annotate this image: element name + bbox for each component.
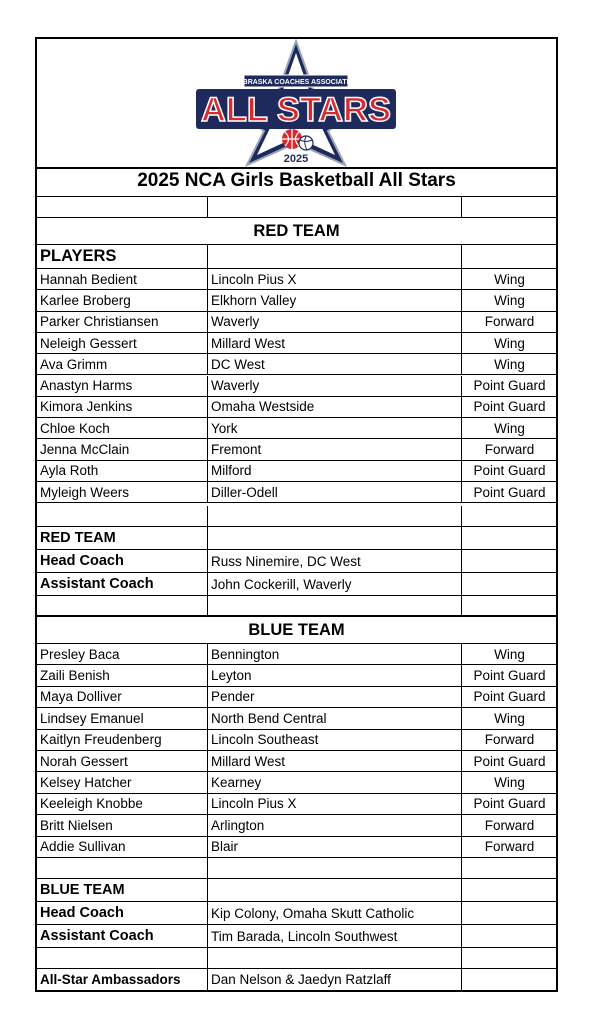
players-label-row <box>37 245 556 269</box>
player-row <box>37 482 556 503</box>
player-name: Neleigh Gessert <box>40 335 137 351</box>
player-row <box>37 815 556 836</box>
player-school: Elkhorn Valley <box>207 290 461 310</box>
player-name: Anastyn Harms <box>40 378 133 394</box>
player-position: Wing <box>461 418 557 438</box>
player-row <box>37 397 556 418</box>
player-school: Pender <box>207 687 461 707</box>
player-row <box>37 290 556 311</box>
empty-cell <box>461 969 557 990</box>
player-row <box>37 461 556 482</box>
empty-cell <box>207 527 461 549</box>
player-position: Point Guard <box>461 376 557 396</box>
player-position: Point Guard <box>461 794 557 814</box>
player-name: Norah Gessert <box>40 753 128 769</box>
player-row <box>37 354 556 375</box>
empty-cell <box>461 550 557 572</box>
player-school: Milford <box>207 461 461 481</box>
player-name: Keeleigh Knobbe <box>40 796 143 812</box>
player-position: Point Guard <box>461 482 557 502</box>
player-school: Leyton <box>207 665 461 685</box>
blue-team-heading: BLUE TEAM <box>248 620 345 639</box>
ambassadors-value: Dan Nelson & Jaedyn Ratzlaff <box>207 969 461 990</box>
basketball-icon <box>282 129 302 149</box>
volleyball-icon <box>299 136 313 150</box>
players-label: PLAYERS <box>40 247 117 265</box>
player-name: Maya Dolliver <box>40 689 122 705</box>
title-row <box>37 166 556 197</box>
player-row <box>37 730 556 751</box>
player-row <box>37 751 556 772</box>
empty-cell <box>207 596 461 615</box>
empty-cell <box>461 948 557 968</box>
player-name: Kaitlyn Freudenberg <box>40 732 162 748</box>
ambassadors-row <box>37 969 556 990</box>
player-school: Lincoln Pius X <box>207 794 461 814</box>
player-name: Jenna McClain <box>40 442 130 458</box>
spacer-row <box>37 506 556 527</box>
player-name: Lindsey Emanuel <box>40 710 144 726</box>
player-name: Kimora Jenkins <box>40 399 133 415</box>
player-name: Ava Grimm <box>40 356 108 372</box>
player-row <box>37 269 556 290</box>
empty-cell <box>461 858 557 878</box>
player-school: Diller-Odell <box>207 482 461 502</box>
empty-cell <box>461 506 557 526</box>
player-position: Point Guard <box>461 461 557 481</box>
player-school: Lincoln Southeast <box>207 730 461 750</box>
player-position: Wing <box>461 333 557 353</box>
empty-cell <box>207 245 461 268</box>
empty-cell <box>37 948 207 968</box>
empty-cell <box>37 506 207 526</box>
player-school: Blair <box>207 837 461 857</box>
player-row <box>37 794 556 815</box>
player-position: Wing <box>461 772 557 792</box>
player-position: Forward <box>461 815 557 835</box>
empty-cell <box>207 879 461 901</box>
empty-cell <box>207 858 461 878</box>
player-position: Wing <box>461 290 557 310</box>
spacer-row <box>37 858 556 879</box>
logo-area <box>37 39 556 169</box>
empty-cell <box>207 506 461 526</box>
player-position: Forward <box>461 730 557 750</box>
ambassadors-label: All-Star Ambassadors <box>40 972 181 987</box>
head-coach-label: Head Coach <box>40 553 124 569</box>
logo-year-text: 2025 <box>283 153 309 165</box>
player-name: Presley Baca <box>40 646 120 662</box>
section-row <box>37 218 556 245</box>
empty-cell <box>461 902 557 924</box>
player-school: North Bend Central <box>207 708 461 728</box>
player-row <box>37 333 556 354</box>
player-name: Addie Sullivan <box>40 839 126 855</box>
red-team-heading: RED TEAM <box>253 221 340 240</box>
logo-main-text: ALL STARS <box>201 91 391 129</box>
coach-row <box>37 550 556 573</box>
player-school: Waverly <box>207 312 461 332</box>
empty-cell <box>461 527 557 549</box>
assistant-coach-value: Tim Barada, Lincoln Southwest <box>207 925 461 947</box>
player-school: Fremont <box>207 439 461 459</box>
player-name: Ayla Roth <box>40 463 99 479</box>
coach-row <box>37 573 556 596</box>
player-row <box>37 312 556 333</box>
player-row <box>37 837 556 858</box>
player-position: Wing <box>461 354 557 374</box>
empty-cell <box>37 596 207 615</box>
player-row <box>37 644 556 665</box>
player-position: Point Guard <box>461 751 557 771</box>
player-name: Chloe Koch <box>40 420 110 436</box>
head-coach-label: Head Coach <box>40 905 124 921</box>
player-row <box>37 439 556 460</box>
player-school: Bennington <box>207 644 461 664</box>
player-position: Forward <box>461 312 557 332</box>
player-school: Omaha Westside <box>207 397 461 417</box>
head-coach-value: Russ Ninemire, DC West <box>207 550 461 572</box>
player-name: Zaili Benish <box>40 668 110 684</box>
player-name: Karlee Broberg <box>40 292 131 308</box>
empty-cell <box>461 573 557 595</box>
player-school: York <box>207 418 461 438</box>
player-name: Hannah Bedient <box>40 271 137 287</box>
player-row <box>37 687 556 708</box>
player-position: Wing <box>461 708 557 728</box>
coach-row <box>37 902 556 925</box>
player-position: Forward <box>461 439 557 459</box>
spacer-row <box>37 596 556 617</box>
staff-heading-row <box>37 879 556 902</box>
player-row <box>37 772 556 793</box>
player-row <box>37 376 556 397</box>
player-school: Kearney <box>207 772 461 792</box>
staff-heading-row <box>37 527 556 550</box>
player-school: Millard West <box>207 751 461 771</box>
head-coach-value: Kip Colony, Omaha Skutt Catholic <box>207 902 461 924</box>
red-staff-heading: RED TEAM <box>40 530 116 546</box>
empty-cell <box>461 879 557 901</box>
player-school: DC West <box>207 354 461 374</box>
player-row <box>37 418 556 439</box>
assistant-coach-label: Assistant Coach <box>40 576 154 592</box>
player-row <box>37 665 556 686</box>
empty-cell <box>461 197 557 217</box>
player-school: Waverly <box>207 376 461 396</box>
player-position: Point Guard <box>461 397 557 417</box>
blue-staff-heading: BLUE TEAM <box>40 882 125 898</box>
logo-banner-text: NEBRASKA COACHES ASSOCIATION <box>232 79 360 86</box>
empty-cell <box>461 245 557 268</box>
spacer-row <box>37 948 556 969</box>
player-school: Lincoln Pius X <box>207 269 461 289</box>
spacer-row <box>37 197 556 218</box>
coach-row <box>37 925 556 948</box>
player-position: Forward <box>461 837 557 857</box>
player-name: Kelsey Hatcher <box>40 775 132 791</box>
player-name: Britt Nielsen <box>40 817 113 833</box>
empty-cell <box>207 197 461 217</box>
player-name: Parker Christiansen <box>40 314 159 330</box>
empty-cell <box>461 596 557 615</box>
empty-cell <box>461 925 557 947</box>
player-row <box>37 708 556 729</box>
assistant-coach-label: Assistant Coach <box>40 928 154 944</box>
player-position: Point Guard <box>461 687 557 707</box>
player-school: Millard West <box>207 333 461 353</box>
roster-sheet <box>35 37 558 992</box>
empty-cell <box>37 858 207 878</box>
empty-cell <box>207 948 461 968</box>
player-name: Myleigh Weers <box>40 484 130 500</box>
player-school: Arlington <box>207 815 461 835</box>
all-stars-logo <box>37 39 556 167</box>
page-title: 2025 NCA Girls Basketball All Stars <box>137 170 456 191</box>
player-position: Wing <box>461 644 557 664</box>
assistant-coach-value: John Cockerill, Waverly <box>207 573 461 595</box>
section-row <box>37 617 556 644</box>
player-position: Point Guard <box>461 665 557 685</box>
player-position: Wing <box>461 269 557 289</box>
empty-cell <box>37 197 207 217</box>
